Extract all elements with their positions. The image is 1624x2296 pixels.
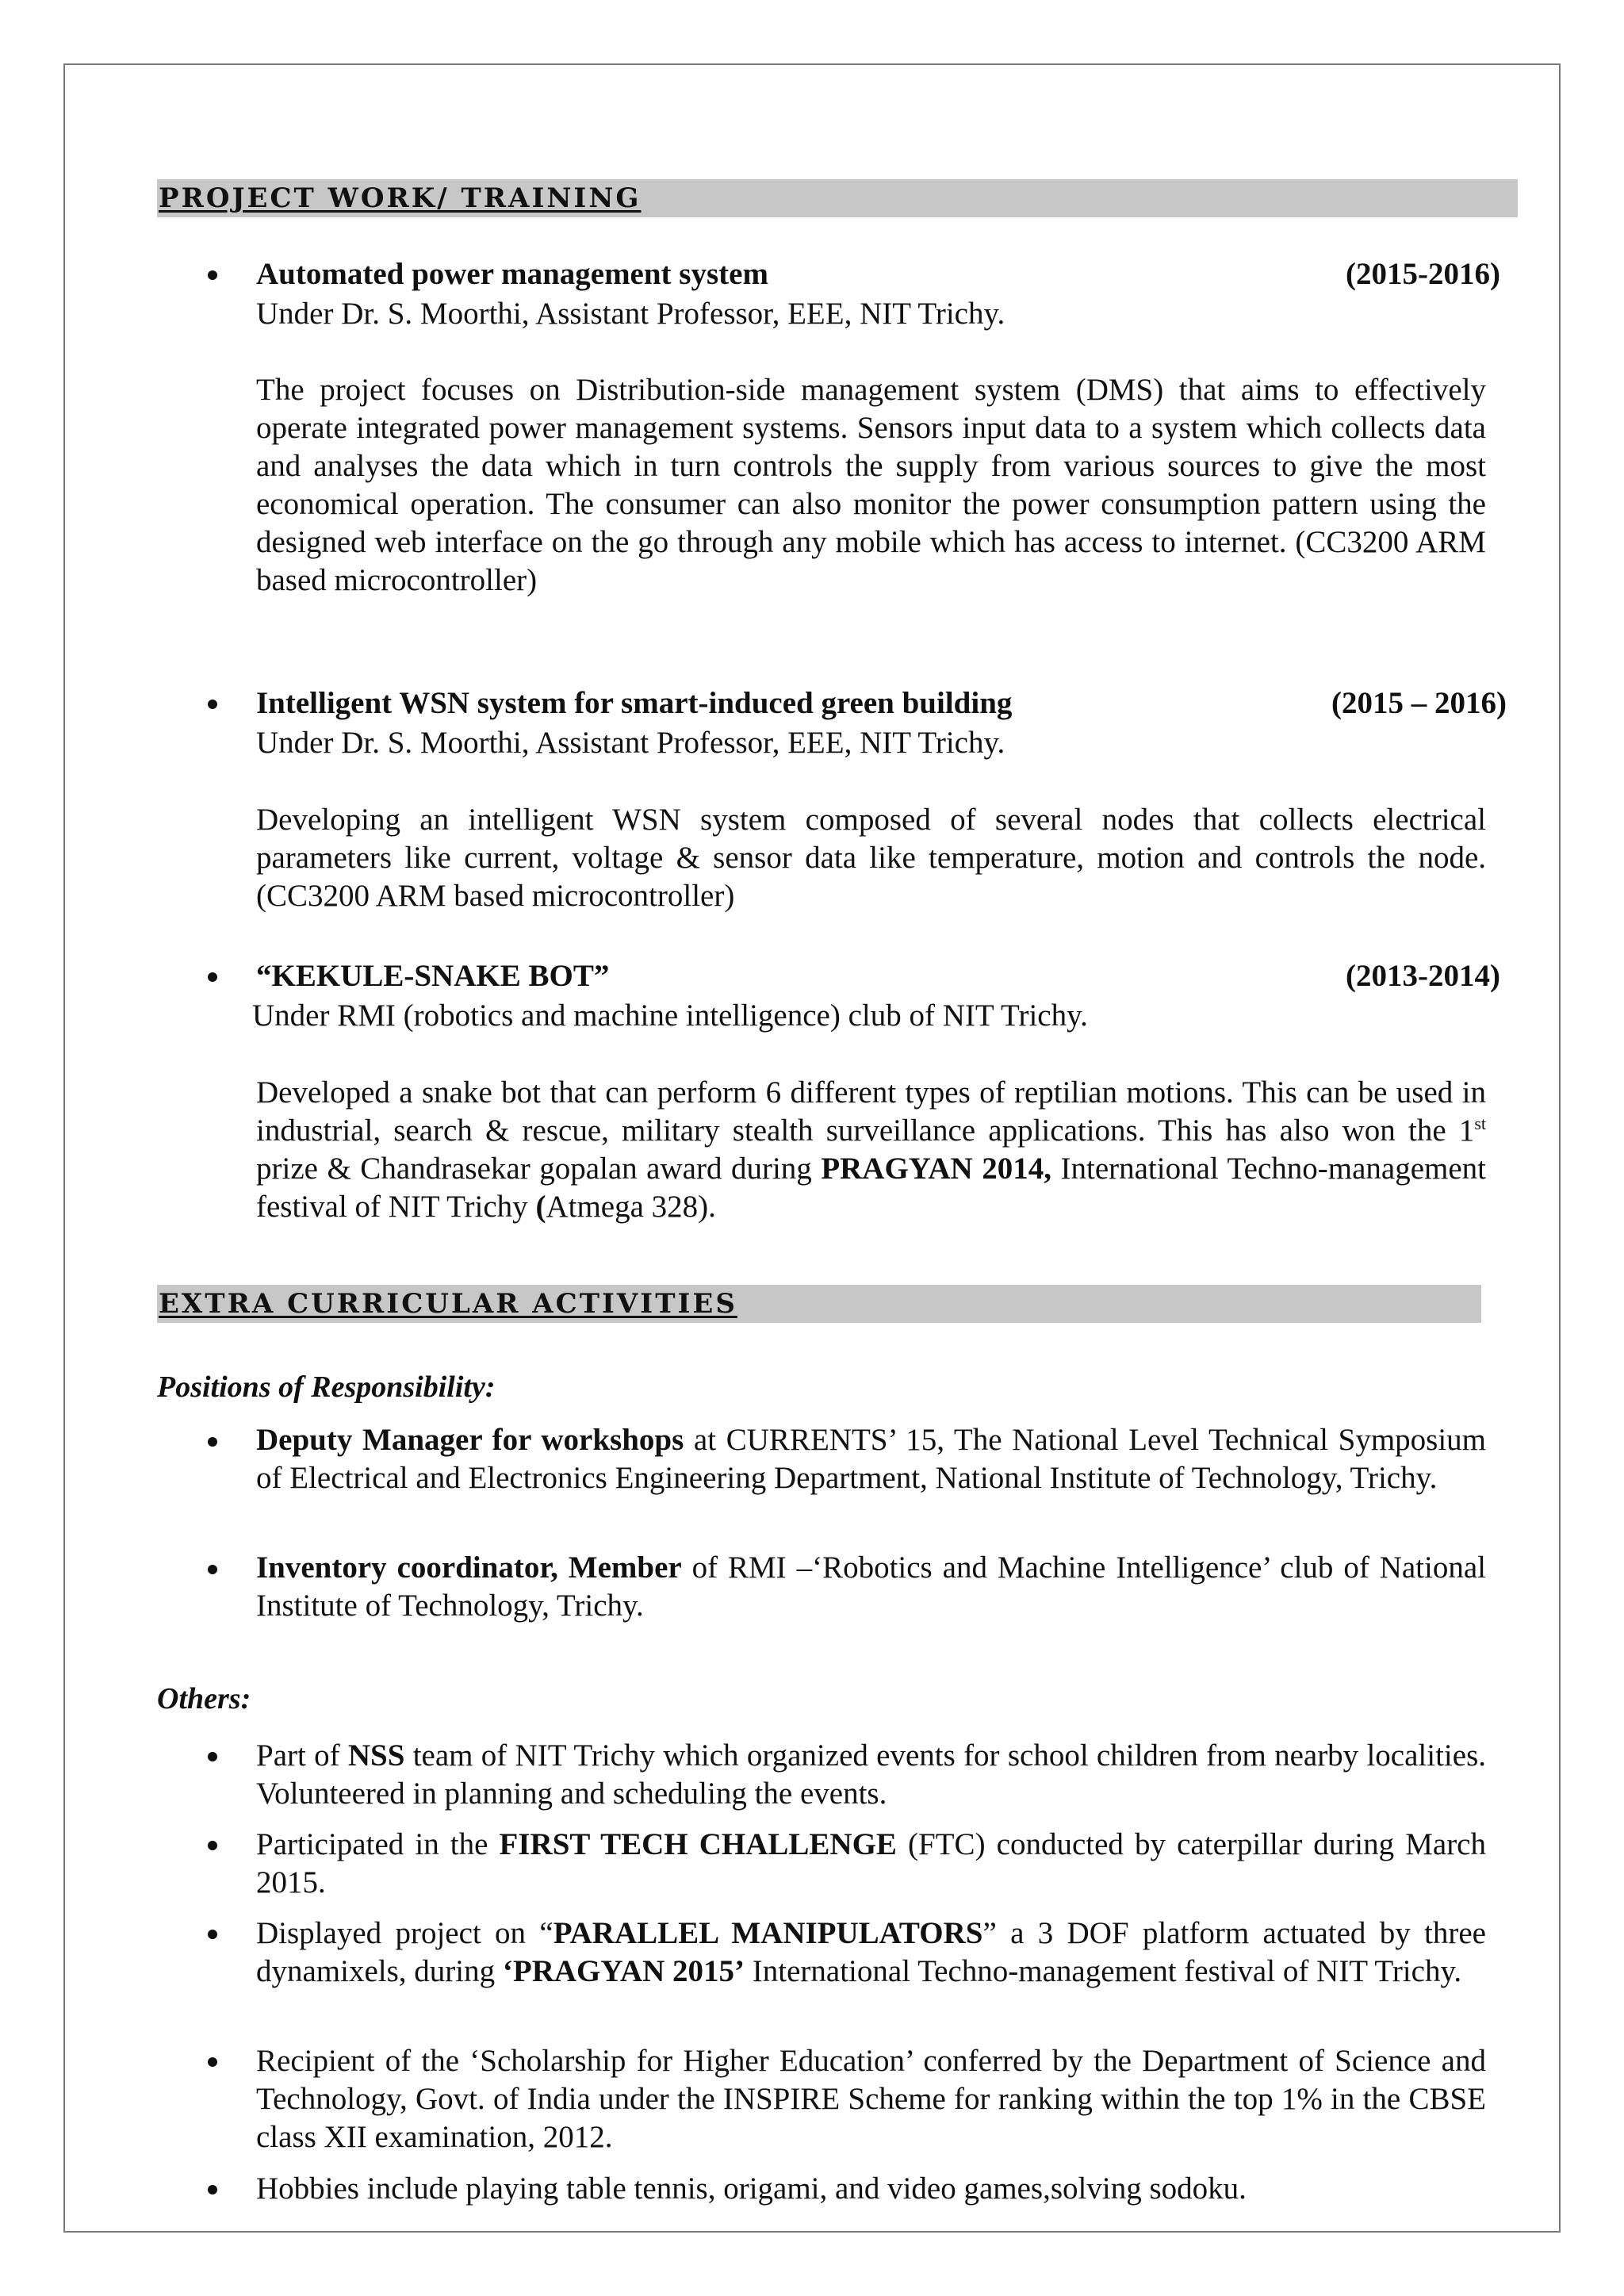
project-guide: Under Dr. S. Moorthi, Assistant Professor, EEE, NIT Trichy.: [256, 297, 1005, 331]
bullet-icon: [208, 1752, 217, 1761]
responsibility-subheading: Positions of Responsibility:: [157, 1370, 496, 1404]
others-item: Displayed project on “PARALLEL MANIPULATORS” a 3 DOF platform actuated by three dynamixels, during ‘PRAGYAN 2015’ International Techno-management festival of NIT Trichy.: [256, 1916, 1486, 1988]
bullet-icon: [208, 1437, 217, 1447]
extra-curricular-section-heading: EXTRA CURRICULAR ACTIVITIES: [157, 1285, 1481, 1323]
bullet-icon: [208, 2057, 217, 2067]
projects-section-heading: PROJECT WORK/ TRAINING: [157, 179, 1518, 217]
bullet-icon: [208, 1841, 217, 1850]
project-years: (2013-2014): [1346, 959, 1500, 993]
responsibility-item: Inventory coordinator, Member of RMI –‘Robotics and Machine Intelligence’ club of National Institute of Technology, Trichy.: [256, 1550, 1486, 1623]
project-years: (2015-2016): [1346, 257, 1500, 291]
others-item: Part of NSS team of NIT Trichy which organized events for school children from nearby localities. Volunteered in planning and scheduling the events.: [256, 1738, 1486, 1811]
bullet-icon: [208, 1565, 217, 1574]
project-title: Automated power management system: [256, 257, 768, 291]
others-subheading: Others:: [157, 1682, 251, 1715]
project-title: “KEKULE-SNAKE BOT”: [256, 959, 610, 993]
project-description: The project focuses on Distribution-side management system (DMS) that aims to effectively operate integrated power management systems. Sensors input data to a system which collects data and analyses the data which in turn controls the supply from various sources to give the most economical operation. The consumer can also monitor the power consumption pattern using the designed web interface on the go through any mobile which has access to internet. (CC3200 ARM based microcontroller): [256, 373, 1486, 597]
bullet-icon: [208, 700, 217, 709]
bullet-icon: [208, 1930, 217, 1939]
responsibility-item: Deputy Manager for workshops at CURRENTS’ 15, The National Level Technical Symposium of Electrical and Electronics Engineering Department, National Institute of Technology, Trichy.: [256, 1423, 1486, 1495]
others-item: Participated in the FIRST TECH CHALLENGE (FTC) conducted by caterpillar during March 2015.: [256, 1827, 1486, 1899]
project-guide: Under Dr. S. Moorthi, Assistant Professor, EEE, NIT Trichy.: [256, 726, 1005, 760]
bullet-icon: [208, 270, 217, 280]
project-description: Developed a snake bot that can perform 6 different types of reptilian motions. This can be used in industrial, search & rescue, military stealth surveillance applications. This has also won the 1st prize & Chandrasekar gopalan award during PRAGYAN 2014, International Techno-management festival of NIT Trichy (Atmega 328).: [256, 1075, 1487, 1224]
project-guide: Under RMI (robotics and machine intelligence) club of NIT Trichy.: [252, 999, 1088, 1033]
others-item: Recipient of the ‘Scholarship for Higher Education’ conferred by the Department of Science and Technology, Govt. of India under the INSPIRE Scheme for ranking within the top 1% in the CBSE class XII examination, 2012.: [256, 2044, 1486, 2154]
project-description: Developing an intelligent WSN system composed of several nodes that collects electrical parameters like current, voltage & sensor data like temperature, motion and controls the node. (CC3200 ARM based microcontroller): [256, 803, 1486, 913]
project-title: Intelligent WSN system for smart-induced green building: [256, 686, 1013, 720]
others-item: Hobbies include playing table tennis, origami, and video games,solving sodoku.: [256, 2171, 1247, 2206]
project-years: (2015 – 2016): [1331, 686, 1507, 720]
bullet-icon: [208, 972, 217, 982]
bullet-icon: [208, 2185, 217, 2194]
